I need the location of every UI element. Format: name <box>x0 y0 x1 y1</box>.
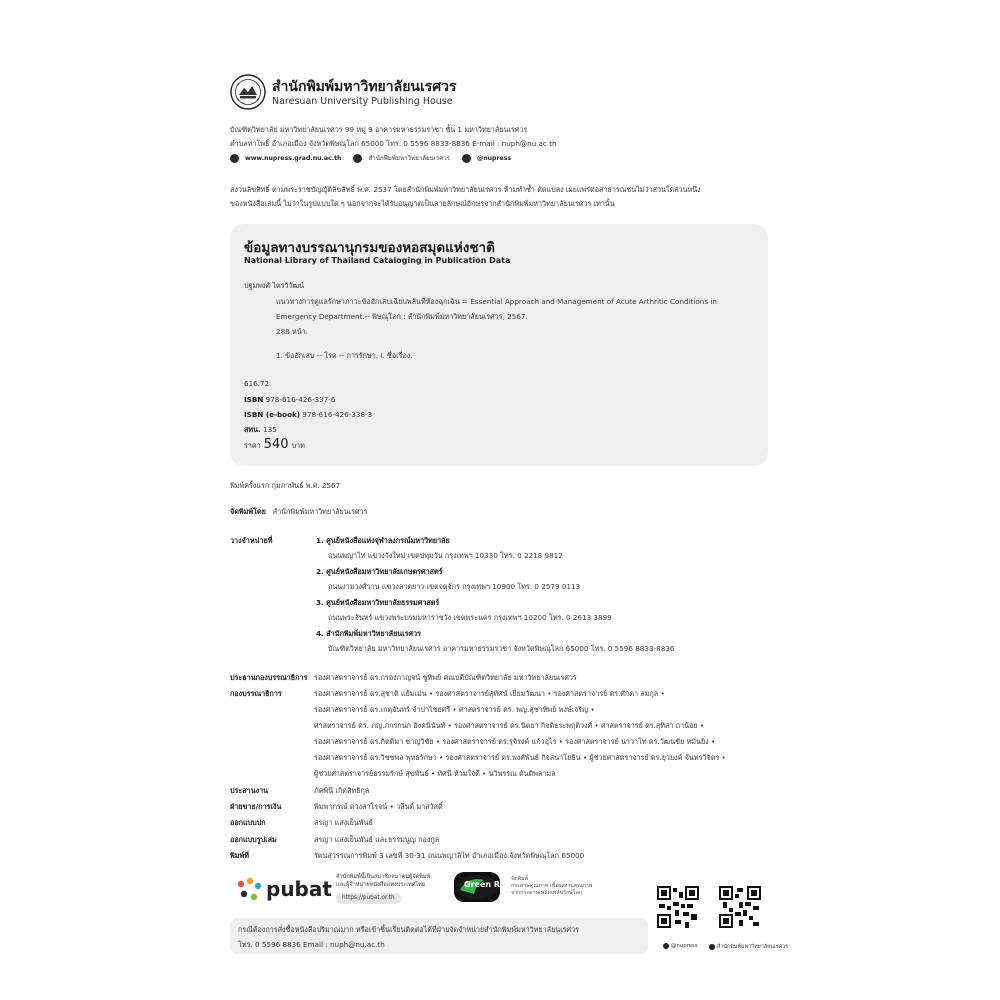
edition-info: พิมพ์ครั้งแรก กุมภาพันธ์ พ.ศ. 2567 <box>230 481 341 490</box>
editorial-chair-label: ประธานกองบรรณาธิการ <box>230 673 308 682</box>
social-facebook-row <box>709 943 788 951</box>
distributor-address: ถนนพญาไท แขวงวังใหม่ เขตปทุมวัน กรุงเทพฯ 10330 โทร. 0 2218 9812 <box>328 551 563 560</box>
distributor-name: 2. ศูนย์หนังสือมหาวิทยาลัยเกษตรศาสตร์ <box>316 567 443 576</box>
pubat-url[interactable]: https://pubat.or.th <box>336 893 401 904</box>
qr-code-facebook <box>719 886 761 928</box>
address-line: ตำบลท่าโพธิ์ อำเภอเมือง จังหวัดพิษณุโลก 65000 โทร. 0 5596 8833-8836 E-mail : nuph@nu.ac.th <box>230 139 557 148</box>
social-line-handle[interactable]: @nupress <box>671 943 698 949</box>
stn-label: สทน. <box>244 425 261 434</box>
university-seal-logo <box>230 74 266 110</box>
coordinator-label: ประสานงาน <box>230 786 269 795</box>
published-by-row <box>230 506 367 517</box>
editorial-board-line: รองศาสตราจารย์ ดร.วิชชพล พุทธรักษา • รองศาสตราจารย์ ดร.พงศ์พันธ์ กิจสนาโยธิน • ผู้ช่วยศาสตราจารย์ ดร.ยุวยงค์ จันทรวิจิตร • <box>314 753 726 762</box>
printer: รัตนสุวรรณการพิมพ์ 3 เลขที่ 30-31 ถนนพญาลิไท อำเภอเมือง จังหวัดพิษณุโลก 65000 <box>314 851 585 860</box>
green-read-wordmark: Green Read <box>464 880 517 889</box>
price-unit: บาท <box>291 441 305 450</box>
cip-title-thai: ข้อมูลทางบรรณานุกรมของหอสมุดแห่งชาติ <box>244 240 495 256</box>
editorial-board-line: รองศาสตราจารย์ ดร.กิตติมา ชาญวิชัย • รองศาสตราจารย์ ดร.รุจิรงค์ แก้วอุไร • รองศาสตราจารย์ นาวาโท ดร.วัฒนชัย หมั่นยิ่ง • <box>314 737 716 746</box>
cover-design-label: ออกแบบปก <box>230 818 266 827</box>
price-label: ราคา <box>244 441 261 450</box>
stn-row <box>244 424 277 435</box>
isbn-value: 978-616-426-337-6 <box>265 395 336 404</box>
layout-design: สรญา แสงเย็นพันธ์ และธรรมนูญ กองกูล <box>314 835 440 844</box>
bulk-order-text: กรณีต้องการสั่งซื้อหนังสือปริมาณมาก หรือเข้าชิ้นเรียนติดต่อได้ที่ฝ่ายจัดจำหน่ายสำนักพิมพ์มหาวิทยาลัยนเรศวร <box>238 925 579 934</box>
layout-design-label: ออกแบบรูปเล่ม <box>230 835 277 844</box>
social-line-row <box>663 943 698 949</box>
cip-classification: 616.72 <box>244 379 270 388</box>
distributor-name: 1. ศูนย์หนังสือแห่งจุฬาลงกรณ์มหาวิทยาลัย <box>316 536 450 545</box>
cip-author: ปฐมพงศ์ ไตรวิวัฒน์ <box>244 281 304 290</box>
distributor-name: 3. ศูนย์หนังสือมหาวิทยาลัยธรรมศาสตร์ <box>316 598 440 607</box>
editorial-board-line: รองศาสตราจารย์ ดร.เกตุจันทร์ จำปาไชยศรี • ศาสตราจารย์ ดร. พญ.สุชาทิพย์ พงษ์เจริญ • <box>314 705 595 714</box>
contact-row <box>230 153 511 163</box>
price-row <box>244 439 305 451</box>
cip-title-english: National Library of Thailand Cataloging in Publication Data <box>244 256 511 265</box>
published-by-label: จัดพิมพ์โดย <box>230 507 266 516</box>
facebook-link[interactable]: สำนักพิมพ์มหาวิทยาลัยนเรศวร <box>368 155 451 162</box>
pubat-wordmark: pubat <box>266 877 332 901</box>
isbn-label: ISBN <box>244 395 264 404</box>
line-icon <box>663 943 669 949</box>
price-value: 540 <box>263 437 289 452</box>
social-facebook-handle[interactable]: สำนักพิมพ์มหาวิทยาลัยนเรศวร <box>717 944 789 950</box>
editorial-chair: รองศาสตราจารย์ ดร.กรองกาญจน์ ชูทิพย์ คณบดีบัณฑิตวิทยาลัย มหาวิทยาลัยนเรศวร <box>314 673 577 682</box>
qr-code-line <box>657 886 699 928</box>
editorial-board-label: กองบรรณาธิการ <box>230 689 282 698</box>
distributor-address: บัณฑิตวิทยาลัย มหาวิทยาลัยนเรศวร อาคารมหาธรรมราชา จังหวัดพิษณุโลก 65000 โทร. 0 5596 8833-8836 <box>328 644 675 653</box>
distributor-name: 4. สำนักพิมพ์มหาวิทยาลัยนเรศวร <box>316 629 421 638</box>
pubat-membership-text: สำนักพิมพ์นี้เป็นสมาชิกสมาคมผู้จัดพิมพ์ และผู้จำหน่ายหนังสือแห่งประเทศไทย <box>336 874 431 888</box>
facebook-icon <box>709 944 715 950</box>
isbn-row <box>244 394 335 405</box>
published-by-value: สำนักพิมพ์มหาวิทยาลัยนเรศวร <box>272 507 368 516</box>
copyright-notice: ของหนังสือเล่มนี้ ไม่ว่าในรูปแบบใด ๆ นอกจากจะได้รับอนุญาตเป็นลายลักษณ์อักษรจากสำนักพิมพ์มหาวิทยาลัยนเรศวร เท่านั้น <box>230 199 615 208</box>
printer-label: พิมพ์ที่ <box>230 851 249 860</box>
cip-pages: 288 หน้า. <box>276 327 308 336</box>
distributors-label: วางจำหน่ายที่ <box>230 536 273 545</box>
ebook-isbn-value: 978-616-426-338-3 <box>302 410 373 419</box>
cip-description: Emergency Department.-- พิษณุโลก : สำนักพิมพ์มหาวิทยาลัยนเรศวร, 2567. <box>276 312 528 321</box>
distributor-address: ถนนงามวงศ์วาน แขวงลาดยาว เขตจตุจักร กรุงเทพฯ 10900 โทร. 0 2579 0113 <box>328 582 581 591</box>
address-line: บัณฑิตวิทยาลัย มหาวิทยาลัยนเรศวร 99 หมู่ 9 อาคารมหาธรรมราชา ชั้น 1 มหาวิทยาลัยนเรศวร <box>230 125 528 134</box>
cover-design: สรญา แสงเย็นพันธ์ <box>314 818 373 827</box>
distributor-address: ถนนพระจันทร์ แขวงพระบรมมหาราชวัง เขตพระนคร กรุงเทพฯ 10200 โทร. 0 2613 3899 <box>328 613 612 622</box>
stn-value: 135 <box>263 425 277 434</box>
green-read-logo <box>454 872 517 902</box>
ebook-isbn-label: ISBN (e-book) <box>244 410 301 419</box>
cip-description: แนวทางการดูแลรักษาภาวะข้ออักเสบเฉียบพลันที่ห้องฉุกเฉิน = Essential Approach and Management of Acute Arthritic Conditions in <box>276 297 717 306</box>
line-link[interactable]: @nupress <box>477 154 512 162</box>
sales: พิมพาภรณ์ ดวงสาโรจน์ • วลีนด์ มาสวัสดิ์ <box>314 802 443 811</box>
globe-icon <box>230 154 239 163</box>
editorial-board-line: ศาสตราจารย์ ดร. ภญ.ภกรกนก อิงคนินันท์ • รองศาสตราจารย์ ดร.นิตยา กิจติธระพฤติวงศ์ • ศาสตราจารย์ ดร.สุทิสา ถาน้อย • <box>314 721 705 730</box>
coordinator: ภัคพินี เกิดสิทธิกุล <box>314 786 370 795</box>
cip-subject: 1. ข้ออักเสบ -- โรค -- การรักษา. I. ชื่อเรื่อง. <box>276 351 413 360</box>
pubat-logo <box>232 874 352 908</box>
copyright-notice: สงวนลิขสิทธิ์ ตามพระราชบัญญัติลิขสิทธิ์ พ.ศ. 2537 โดยสำนักพิมพ์มหาวิทยาลัยนเรศวร ห้ามทำซ้ำ ดัดแปลง เผยแพร่ต่อสาธารณชนไม่ว่าส่วนใดส่วนหนึ่ง <box>230 185 701 194</box>
line-icon <box>462 154 471 163</box>
bulk-order-contact: โทร. 0 5596 8836 Email : nuph@nu.ac.th <box>238 940 385 949</box>
green-read-text: จัดพิมพ์ กระดาษคุณภาพ เพื่อผลงานคุณภาพ จากกระดาษเพลิดเพลินรักษ์โลก <box>511 876 593 896</box>
editorial-board-line: รองศาสตราจารย์ ดร.สุชาติ แย้มเม่น • รองศาสตราจารย์สุทัศน์ เยี่ยมวัฒนา • รองศาสตราจารย์ ดร.ศักดา สมกุล • <box>314 689 665 698</box>
ebook-isbn-row <box>244 409 372 420</box>
publisher-name-english: Naresuan University Publishing House <box>272 96 453 107</box>
facebook-icon <box>353 154 362 163</box>
website-link[interactable]: www.nupress.grad.nu.ac.th <box>245 154 342 162</box>
editorial-board-line: ผู้ช่วยศาสตราจารย์ธรรมรักษ์ สุขพันธ์ • ทัศนี ห้วมใจดี • นวิพรรณ ตันติพลามล <box>314 769 556 778</box>
publisher-name-thai: สำนักพิมพ์มหาวิทยาลัยนเรศวร <box>272 79 457 95</box>
sales-label: ฝ่ายขาย/การเงิน <box>230 802 282 811</box>
